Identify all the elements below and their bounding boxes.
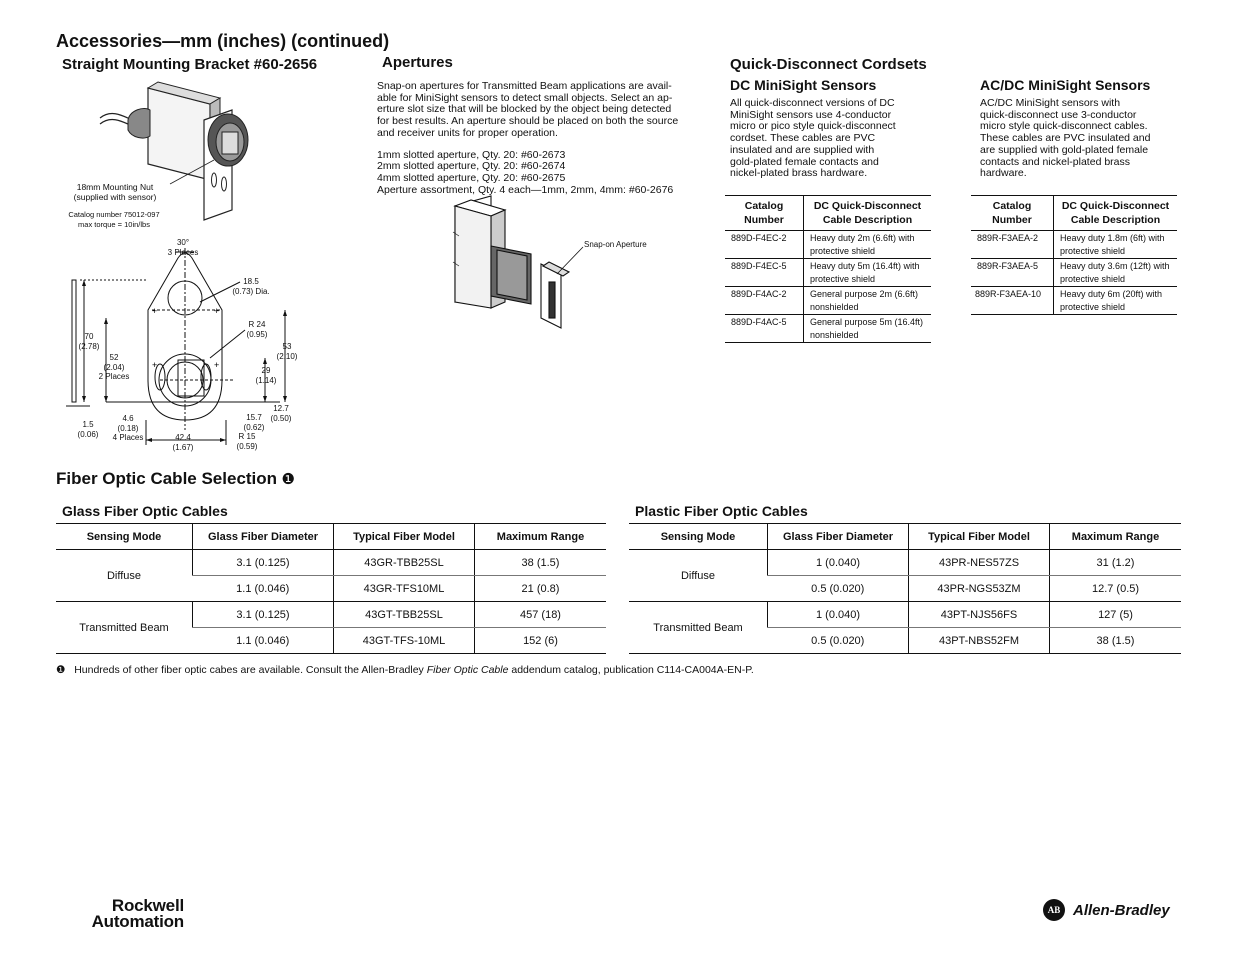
dim-4-6-in: (0.18) — [117, 423, 139, 433]
dim-1-5: 1.5 — [82, 420, 94, 429]
svg-text:+: + — [214, 306, 220, 316]
table-row: Diffuse 3.1 (0.125) 43GR-TBB25SL 38 (1.5) — [56, 550, 606, 576]
catalog-number: Catalog number 75012-097 — [68, 210, 160, 219]
dim-12-7-in: (0.50) — [270, 413, 292, 423]
acdc-minisight-title: AC/DC MiniSight Sensors — [980, 77, 1151, 93]
dim-70-in: (2.78) — [78, 341, 100, 351]
max-torque: max torque = 10in/lbs — [78, 219, 150, 229]
table-row: 889D-F4EC-2 Heavy duty 2m (6.6ft) with protective shield — [725, 231, 931, 259]
dc-minisight-body: All quick-disconnect versions of DC MiniSight sensors use 4-conductor micro or pico style quick-disconnect cordset. These cables are PVC insulated and are supplied with gold-plated female contacts and nickel-plated brass hardware. — [730, 97, 896, 180]
dim-r15-in: (0.59) — [236, 441, 258, 451]
aperture-list-item: 1mm slotted aperture, Qty. 20: #60-2673 — [377, 148, 566, 161]
plastic-fiber-table: Sensing Mode Glass Fiber Diameter Typical Fiber Model Maximum Range Diffuse 1 (0.040) 43PR-NES57ZS 31 (1.2) 0.5 (0.020) 43PR-NGS53ZM 12.7 (0.5) Transmitted Beam 1 (0.040) 43PT-NJS56FS 127 (5) 0.5 (0.020) 43PT-NBS52FM 38 (1.5) — [629, 523, 1181, 654]
table-row: Diffuse 1 (0.040) 43PR-NES57ZS 31 (1.2) — [629, 550, 1181, 576]
fiber-title: Fiber Optic Cable Selection — [56, 469, 278, 488]
table-row: 889D-F4AC-2 General purpose 2m (6.6ft) nonshielded — [725, 287, 931, 315]
aperture-list-item: 4mm slotted aperture, Qty. 20: #60-2675 — [377, 171, 566, 184]
dc-cordset-table: Catalog Number DC Quick-Disconnect Cable Description 889D-F4EC-2 Heavy duty 2m (6.6ft) with protective shield 889D-F4EC-5 Heavy duty 5m (16.4ft) with protective shield 889D-F4AC-2 General purpose 2m (6.6ft) nonshielded 889D-F4AC-5 General purpose 5m (16.4ft) nonshielded — [725, 195, 931, 343]
dim-70: 70 — [84, 332, 94, 341]
bracket-title: Straight Mounting Bracket #60-2656 — [62, 56, 318, 73]
nut-label-sub: (supplied with sensor) — [73, 191, 157, 202]
acdc-cordset-table: Catalog Number DC Quick-Disconnect Cable Description 889R-F3AEA-2 Heavy duty 1.8m (6ft) with protective shield 889R-F3AEA-5 Heavy duty 3.6m (12ft) with protective shield 889R-F3AEA-10 Heavy duty 6m (20ft) with protective shield — [971, 195, 1177, 315]
dim-53: 53 — [282, 342, 292, 351]
footnote-text: Hundreds of other fiber optic cabes are available. Consult the Allen-Bradley — [74, 664, 427, 676]
dim-r24-in: (0.95) — [246, 329, 268, 339]
cordsets-title: Quick-Disconnect Cordsets — [730, 56, 927, 73]
dc-minisight-title: DC MiniSight Sensors — [730, 77, 877, 93]
table-row: 889D-F4EC-5 Heavy duty 5m (16.4ft) with protective shield — [725, 259, 931, 287]
table-row: Transmitted Beam 3.1 (0.125) 43GT-TBB25SL 457 (18) — [56, 602, 606, 628]
dim-4-6: 4.6 — [122, 414, 134, 423]
dim-angle-places: 3 Places — [167, 247, 199, 257]
dim-r15: R 15 — [238, 432, 256, 441]
dim-52: 52 — [109, 353, 119, 362]
acdc-minisight-body: AC/DC MiniSight sensors with quick-disconnect use 3-conductor micro style quick-disconnect cables. These cables are PVC insulated and are supplied with gold-plated female contacts and nickel-plated brass hardware. — [980, 97, 1151, 180]
dim-1-5-in: (0.06) — [77, 429, 99, 439]
snap-on-aperture-figure — [445, 192, 585, 332]
nut-label: 18mm Mounting Nut — [76, 182, 154, 192]
footnote-marker: ❶ — [281, 471, 295, 488]
dim-12-7: 12.7 — [273, 404, 289, 413]
dim-angle: 30° — [176, 238, 190, 247]
ab-badge-logo: AB — [1043, 899, 1065, 921]
dim-29-in: (1.14) — [255, 375, 277, 385]
glass-fiber-table: Sensing Mode Glass Fiber Diameter Typical Fiber Model Maximum Range Diffuse 3.1 (0.125) 43GR-TBB25SL 38 (1.5) 1.1 (0.046) 43GR-TFS10ML 21 (0.8) Transmitted Beam 3.1 (0.125) 43GT-TBB25SL 457 (18) 1.1 (0.046) 43GT-TFS-10ML 152 (6) — [56, 523, 606, 654]
table-row: 889D-F4AC-5 General purpose 5m (16.4ft) nonshielded — [725, 315, 931, 343]
apertures-body: Snap-on apertures for Transmitted Beam applications are avail- able for MiniSight sensors to detect small objects. Select an ap- erture slot size that will be blocked by the object being detected for best results. An aperture should be placed on both the source and receiver units for proper operation. 1mm slotted aperture, Qty. 20: #60-2673 2mm slotted aperture, Qty. 20: #60-2674 4mm slotted aperture, Qty. 20: #60-2675 Aperture assortment, Qty. 4 each—1mm, 2mm, 4mm: #60-2676 — [377, 80, 679, 196]
table-row: 0.5 (0.020) 43PR-NGS53ZM 12.7 (0.5) — [629, 576, 1181, 602]
dim-18-5-in: (0.73) Dia. — [232, 286, 270, 296]
dim-29: 29 — [261, 366, 271, 375]
dim-53-in: (2.10) — [276, 351, 298, 361]
footnote-marker: ❶ — [56, 664, 66, 676]
svg-text:+: + — [152, 360, 158, 370]
table-row: 889R-F3AEA-10 Heavy duty 6m (20ft) with protective shield — [971, 287, 1177, 315]
snap-on-aperture-label: Snap-on Aperture — [584, 240, 647, 249]
dim-42-4-in: (1.67) — [172, 442, 194, 452]
dim-15-7-in: (0.62) — [243, 422, 265, 432]
dim-r24: R 24 — [248, 320, 266, 329]
dim-42-4: 42.4 — [175, 433, 191, 442]
footnote — [56, 664, 754, 676]
table-row: 1.1 (0.046) 43GR-TFS10ML 21 (0.8) — [56, 576, 606, 602]
footnote-text-end: addendum catalog, publication C114-CA004A-EN-P. — [508, 664, 754, 676]
table-row: 889R-F3AEA-5 Heavy duty 3.6m (12ft) with protective shield — [971, 259, 1177, 287]
fiber-section-heading — [56, 469, 295, 489]
apertures-title: Apertures — [382, 54, 453, 71]
allen-bradley-logo: Allen-Bradley — [1073, 902, 1170, 919]
plastic-fiber-title: Plastic Fiber Optic Cables — [635, 503, 808, 519]
table-row: 0.5 (0.020) 43PT-NBS52FM 38 (1.5) — [629, 628, 1181, 654]
table-row: Transmitted Beam 1 (0.040) 43PT-NJS56FS 127 (5) — [629, 602, 1181, 628]
svg-text:+: + — [214, 360, 220, 370]
svg-text:+: + — [152, 306, 158, 316]
page-title: Accessories—mm (inches) (continued) — [56, 31, 390, 51]
dim-15-7: 15.7 — [246, 413, 262, 422]
glass-fiber-title: Glass Fiber Optic Cables — [62, 503, 228, 519]
table-row: 889R-F3AEA-2 Heavy duty 1.8m (6ft) with protective shield — [971, 231, 1177, 259]
footnote-italic: Fiber Optic Cable — [426, 664, 509, 676]
dim-52-in: (2.04) — [103, 362, 125, 372]
rockwell-automation-logo: Rockwell Automation — [91, 896, 184, 931]
table-row: 1.1 (0.046) 43GT-TFS-10ML 152 (6) — [56, 628, 606, 654]
dim-18-5: 18.5 — [243, 277, 259, 286]
aperture-list-item: 2mm slotted aperture, Qty. 20: #60-2674 — [377, 160, 566, 173]
dim-4-6-places: 4 Places — [112, 433, 144, 442]
dim-52-places: 2 Places — [98, 372, 130, 381]
aperture-list-item: Aperture assortment, Qty. 4 each—1mm, 2mm, 4mm: #60-2676 — [377, 183, 674, 196]
